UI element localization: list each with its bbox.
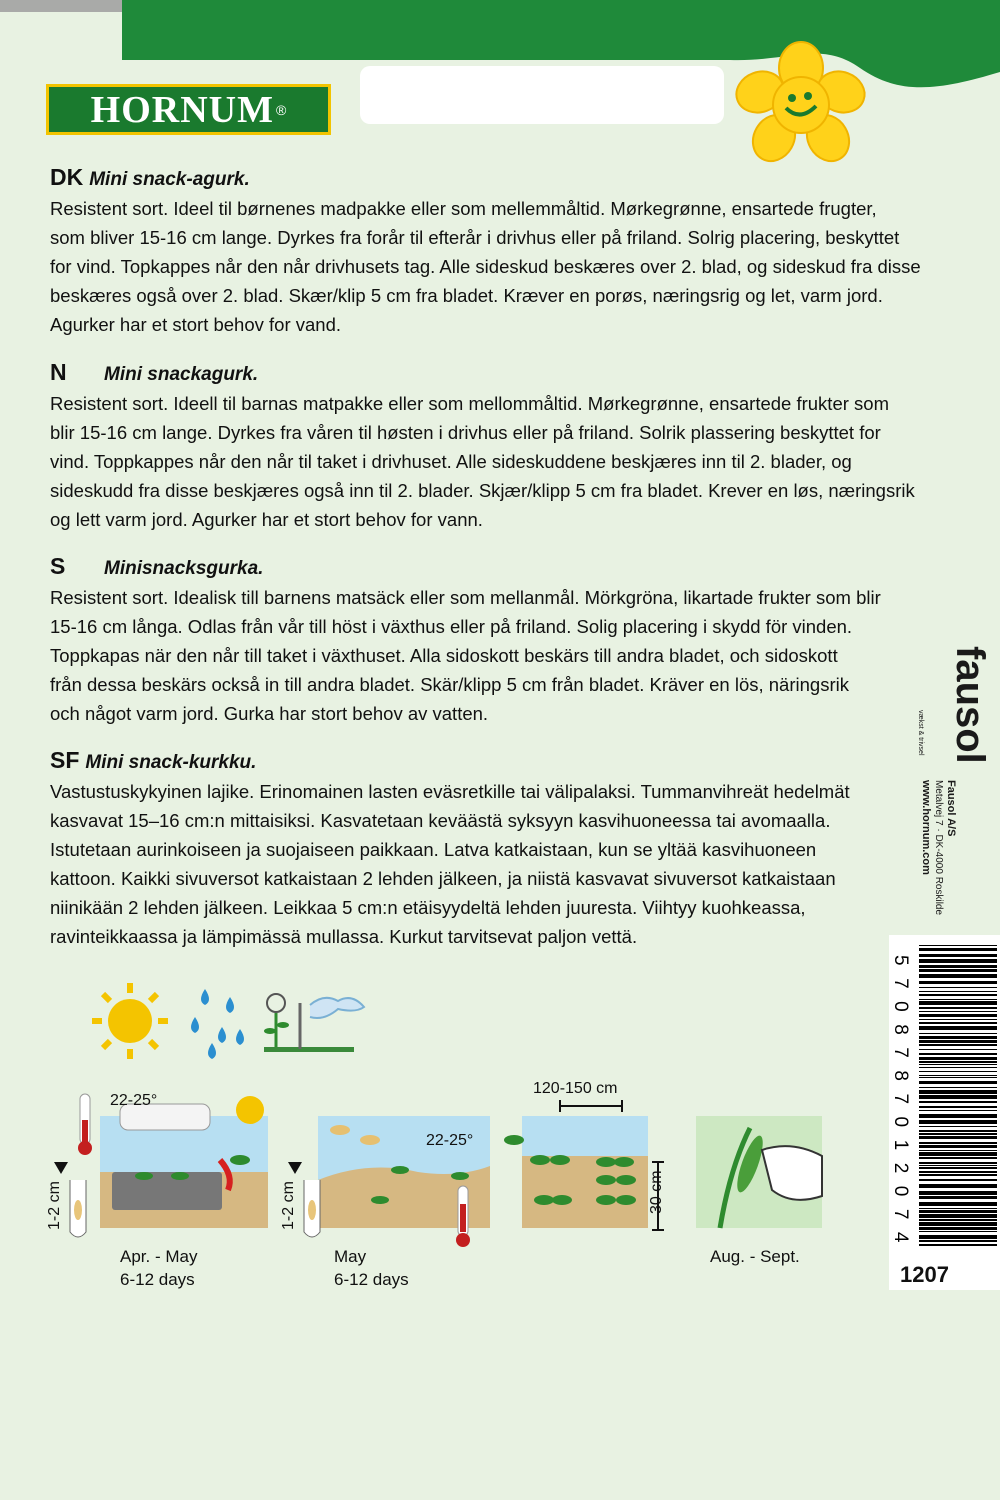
barcode-bar [919, 1087, 997, 1088]
barcode-bar [919, 1081, 997, 1084]
barcode-bar [919, 1196, 997, 1199]
barcode-bar [919, 981, 997, 984]
barcode-bar [919, 1179, 997, 1181]
section-sf [50, 746, 965, 951]
label-field [360, 66, 724, 124]
barcode-digit: 7 [890, 1208, 911, 1220]
barcode-bar [919, 1040, 997, 1043]
step-3-spacing-label: 120-150 cm [533, 1080, 618, 1097]
registered-mark: ® [275, 101, 287, 118]
barcode-bar [919, 1057, 997, 1060]
barcode-digit: 8 [890, 1024, 911, 1035]
hornum-logo [46, 84, 331, 135]
language-code: SF [50, 747, 80, 773]
barcode-bar [919, 1019, 997, 1020]
barcode-bar [919, 1152, 997, 1156]
barcode-bar [919, 974, 997, 978]
article-number: 1207 [900, 1262, 949, 1287]
barcode-bar [919, 1214, 997, 1218]
barcode-bar [919, 1165, 997, 1166]
product-name: Mini snack-kurkku. [85, 752, 257, 773]
step-2-depth: 1-2 cm [280, 1181, 297, 1230]
product-name: Minisnacksgurka. [104, 558, 264, 579]
barcode-digit: 4 [890, 1231, 911, 1243]
description: Vastustuskykyinen lajike. Erinomainen lasten eväsretkille tai välipalaksi. Tummanvihreät hedelmät kasvavat 15–16 cm:n mittaisiksi. Kasvatetaan keväästä syksyyn kasvihuoneessa tai avomaalla. Istutetaan aurinkoiseen ja suojaiseen paikkaan. Latva katkaistaan, kun se yltää kasvihuoneen kattoon. Kaikki sivuversot katkaistaan 2 lehden jälkeen, ja niistä kasvavat sivuversot katkaistaan niinikään 2 lehden jälkeen. Leikkaa 5 cm:n etäisyydeltä lehden juuresta. Viihtyy kuohkeassa, ravinteikkaassa ja lämpimässä mullassa. Kurkut tarvitsevat paljon vettä. [50, 781, 850, 947]
barcode-bar [919, 1130, 997, 1132]
barcode-digit: 0 [890, 1001, 911, 1012]
section-n [50, 358, 965, 534]
barcode-panel [889, 935, 1000, 1290]
barcode-bar [919, 1208, 997, 1209]
description: Resistent sort. Idealisk till barnens matsäck eller som mellanmål. Mörkgröna, likartade frukter som blir 15-16 cm långa. Odlas från vår till höst i växthus eller på friland. Solig placering i skydd för vinden. Toppkapas när den når till taket i växthuset. Alla sidoskott beskärs till andra bladet, och sidoskott från dessa beskärs också in till andra bladet. Skär/klipp 5 cm från bladet. Kräver en lös, näringsrik och något varm jord. Gurka har stort behov av vatten. [50, 587, 881, 724]
step-3-height-label: 30 cm [648, 1170, 665, 1214]
barcode-bar [919, 1033, 997, 1034]
barcode-bar [919, 948, 997, 951]
barcode-bar [919, 1090, 997, 1094]
barcode-bar [919, 1142, 997, 1144]
language-code: DK [50, 164, 84, 190]
step-1-temperature: 22-25° [110, 1092, 158, 1109]
barcode-bar [919, 1095, 997, 1099]
barcode-bar [919, 1101, 997, 1103]
company-website: www.hornum.com [920, 780, 932, 875]
barcode-bar [919, 1061, 997, 1063]
barcode-digit: 8 [890, 1070, 911, 1081]
barcode-digit: 0 [890, 1185, 911, 1197]
water-drops-icon [191, 989, 244, 1059]
barcode-bar [919, 969, 997, 972]
description: Resistent sort. Ideel til børnenes madpakke eller som mellemmåltid. Mørkegrønne, ensartede frugter, som bliver 15-16 cm lange. Dyrkes fra forår til efterår i drivhus eller på friland. Solrig placering, beskyttet for vind. Topkappes når den når drivhusets tag. Alle sideskud beskæres over 2. blad, og sideskud fra disse beskæres også over 2. blad. Skær/klip 5 cm fra bladet. Kræver en porøs, næringsrig og let, varm jord. Agurker har et stort behov for vand. [50, 198, 921, 335]
barcode-bar [919, 954, 997, 957]
barcode-digit: 7 [890, 1093, 911, 1105]
barcode-digit: 7 [890, 978, 911, 989]
barcode-bar [919, 1036, 997, 1039]
barcode-bar [919, 1067, 997, 1068]
barcode-bar [919, 1210, 997, 1213]
barcode-bar [919, 1075, 997, 1076]
barcode-bar [919, 1126, 997, 1127]
barcode-digit: 2 [890, 1162, 911, 1174]
barcode-bar [919, 1150, 997, 1151]
barcode-bar [919, 1136, 997, 1139]
step-2-duration: 6-12 days [334, 1270, 409, 1289]
section-dk [50, 163, 965, 339]
barcode-bar [919, 1184, 997, 1188]
step-3-spacing [504, 1100, 664, 1230]
barcode-bar [919, 1133, 997, 1135]
growing-conditions [90, 985, 410, 1065]
fausol-tagline: vækst & trivsel [917, 710, 924, 756]
barcode-digit: 1 [890, 1139, 911, 1151]
barcode-bar [919, 1145, 997, 1148]
step-4-harvest [696, 1116, 822, 1228]
fausol-info [905, 640, 992, 940]
brand-name: HORNUM [90, 88, 274, 131]
step-1-period: Apr. - May [120, 1247, 198, 1266]
barcode-bar [919, 1049, 997, 1050]
barcode-bar [919, 1114, 997, 1118]
barcode-bar [919, 987, 997, 988]
barcode-bar [919, 1240, 997, 1242]
barcode-bar [919, 1157, 997, 1159]
barcode-bar [919, 1219, 997, 1221]
section-s [50, 552, 965, 728]
barcode-bar [919, 1202, 997, 1206]
step-2-period: May [334, 1247, 367, 1266]
barcode-bar [919, 1171, 997, 1173]
sun-icon [92, 983, 168, 1059]
barcode-bar [919, 965, 997, 968]
step-4-period: Aug. - Sept. [710, 1247, 800, 1266]
barcode-bar [919, 1007, 997, 1009]
barcode [889, 935, 1000, 1255]
barcode-bar [919, 945, 997, 946]
barcode-bar [919, 1235, 997, 1239]
step-2-temperature: 22-25° [426, 1132, 474, 1149]
barcode-bar [919, 1162, 997, 1164]
sheltered-flower-icon [264, 994, 364, 1052]
barcode-bar [919, 1014, 997, 1017]
step-1-depth: 1-2 cm [46, 1181, 63, 1230]
flower-logo-icon [736, 40, 866, 165]
barcode-bar [919, 1011, 997, 1012]
company-address: Metalvej 7 · DK-4000 Roskilde [933, 780, 944, 916]
barcode-bar [919, 1053, 997, 1055]
step-1-indoor-sowing [54, 1094, 268, 1237]
barcode-bar [919, 1026, 997, 1030]
company-name: Fausol A/S [945, 780, 957, 837]
product-name: Mini snack-agurk. [89, 169, 250, 190]
barcode-bar [919, 1167, 997, 1169]
barcode-bar [919, 994, 997, 996]
barcode-bar [919, 1077, 997, 1078]
barcode-bar [919, 1191, 997, 1195]
fausol-logo: fausol [948, 646, 992, 764]
barcode-digit: 0 [890, 1116, 911, 1128]
barcode-bar [919, 1071, 997, 1072]
barcode-bar [919, 999, 997, 1000]
description: Resistent sort. Ideell til barnas matpakke eller som mellommåltid. Mørkegrønne, ensartede frukter som blir 15-16 cm lange. Dyrkes fra våren til høsten i drivhus eller på friland. Solrik plassering beskyttet for vind. Toppkappes når den når til taket i drivhuset. Alle sideskuddene beskjæres inn til 2. blader, og sideskudd fra disse beskjæres også inn til 2. blader. Skjær/klipp 5 cm fra bladet. Krever en løs, næringsrik og lett varm jord. Agurker har et stort behov for vann. [50, 393, 915, 530]
barcode-bar [919, 1001, 997, 1005]
barcode-bar [919, 1231, 997, 1232]
step-1-duration: 6-12 days [120, 1270, 195, 1289]
barcode-bar [919, 959, 997, 963]
barcode-bar [919, 1110, 997, 1111]
barcode-bar [919, 1222, 997, 1226]
barcode-bar [919, 1174, 997, 1176]
barcode-bar [919, 1044, 997, 1046]
barcode-digit: 5 [890, 955, 911, 966]
language-code: S [50, 553, 66, 579]
barcode-bar [919, 1120, 997, 1124]
barcode-bar [919, 991, 997, 992]
product-name: Mini snackagurk. [104, 364, 259, 385]
barcode-bar [919, 1022, 997, 1024]
barcode-bar [919, 1106, 997, 1108]
barcode-bar [919, 1244, 997, 1246]
language-code: N [50, 359, 67, 385]
barcode-bar [919, 1064, 997, 1065]
barcode-bar [919, 1227, 997, 1230]
barcode-digit: 7 [890, 1047, 911, 1058]
